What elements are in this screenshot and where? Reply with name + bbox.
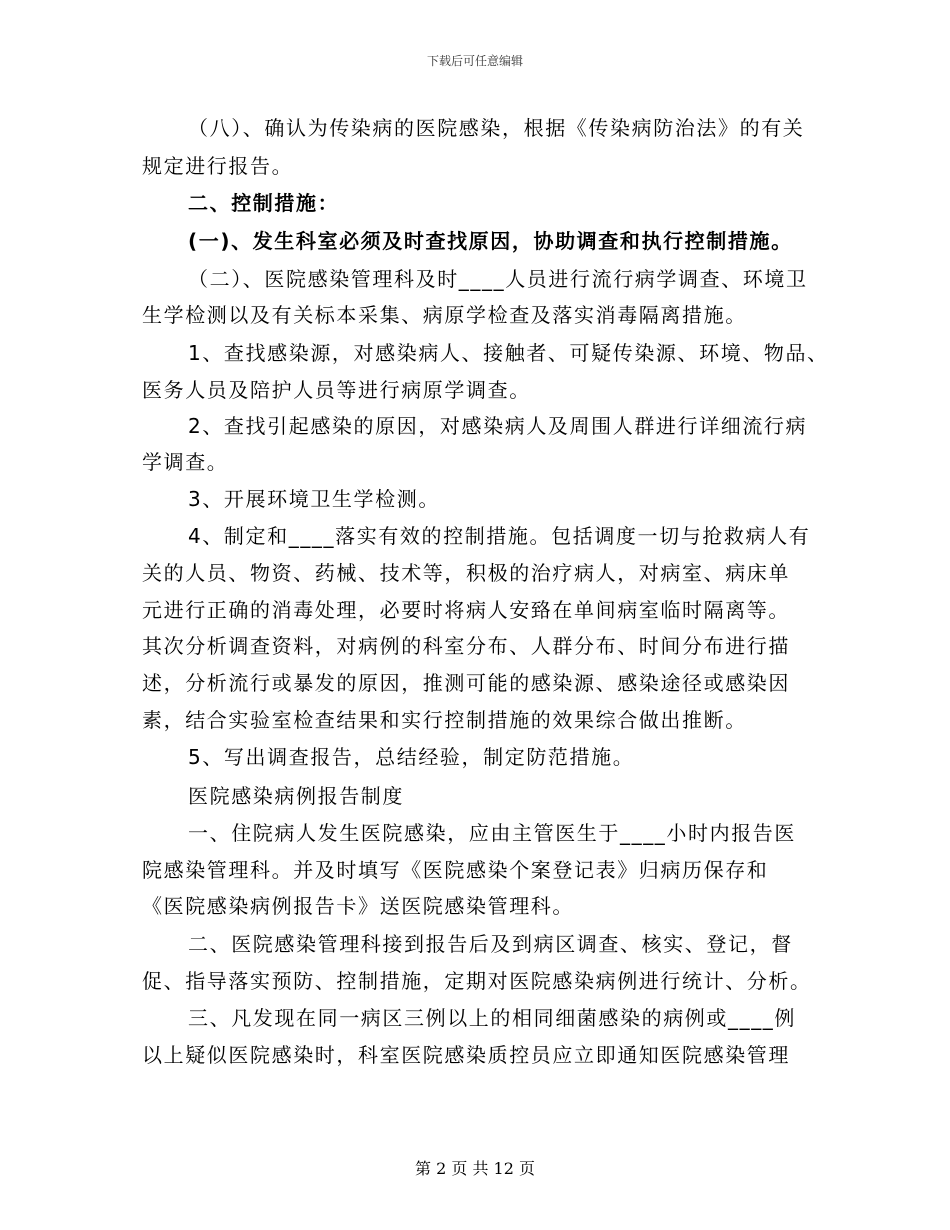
section-title: 医院感染病例报告制度 [188, 784, 404, 808]
body-line: 关的人员、物资、药械、技术等，积极的治疗病人，对病室、病床单 [142, 561, 790, 585]
body-line: 1、查找感染源，对感染病人、接触者、可疑传染源、环境、物品、 [188, 341, 829, 365]
body-line: 二、医院感染管理科接到报告后及到病区调查、核实、登记，督 [188, 932, 793, 956]
body-line: 元进行正确的消毒处理，必要时将病人安臵在单间病室临时隔离等。 [142, 598, 790, 622]
body-line: 2、查找引起感染的原因，对感染病人及周围人群进行详细流行病 [188, 414, 808, 438]
body-line: 素，结合实验室检查结果和实行控制措施的效果综合做出推断。 [142, 708, 747, 732]
body-line: 4、制定和____落实有效的控制措施。包括调度一切与抢救病人有 [188, 524, 811, 548]
section-heading: 二、控制措施： [188, 191, 340, 215]
body-line: 3、开展环境卫生学检测。 [188, 487, 440, 511]
body-line: 述，分析流行或暴发的原因，推测可能的感染源、感染途径或感染因 [142, 671, 790, 695]
body-line: 促、指导落实预防、控制措施，定期对医院感染病例进行统计、分析。 [142, 969, 812, 993]
body-line: 学调查。 [142, 450, 229, 474]
body-line: 一、住院病人发生医院感染，应由主管医生于____小时内报告医 [188, 821, 796, 845]
body-line: 其次分析调查资料，对病例的科室分布、人群分布、时间分布进行描 [142, 634, 790, 658]
bold-paragraph: (一)、发生科室必须及时查找原因，协助调查和执行控制措施。 [188, 229, 793, 253]
body-line: 医务人员及陪护人员等进行病原学调查。 [142, 378, 531, 402]
body-line: 规定进行报告。 [142, 154, 294, 178]
body-line: 以上疑似医院感染时，科室医院感染质控员应立即通知医院感染管理 [142, 1043, 790, 1067]
body-line: 5、写出调查报告，总结经验，制定防范措施。 [188, 745, 635, 769]
body-line: （二）、医院感染管理科及时____人员进行流行病学调查、环境卫 [188, 267, 808, 291]
body-line: 三、凡发现在同一病区三例以上的相同细菌感染的病例或____例 [188, 1006, 796, 1030]
body-line: 院感染管理科。并及时填写《医院感染个案登记表》归病历保存和 [142, 858, 769, 882]
page-number: 第 2 页 共 12 页 [415, 1159, 535, 1178]
page-header-note: 下载后可任意编辑 [426, 54, 523, 68]
body-line: （八）、确认为传染病的医院感染，根据《传染病防治法》的有关 [188, 116, 805, 140]
body-line: 生学检测以及有关标本采集、病原学检查及落实消毒隔离措施。 [142, 303, 747, 327]
body-line: 《医院感染病例报告卡》送医院感染管理科。 [142, 894, 574, 918]
